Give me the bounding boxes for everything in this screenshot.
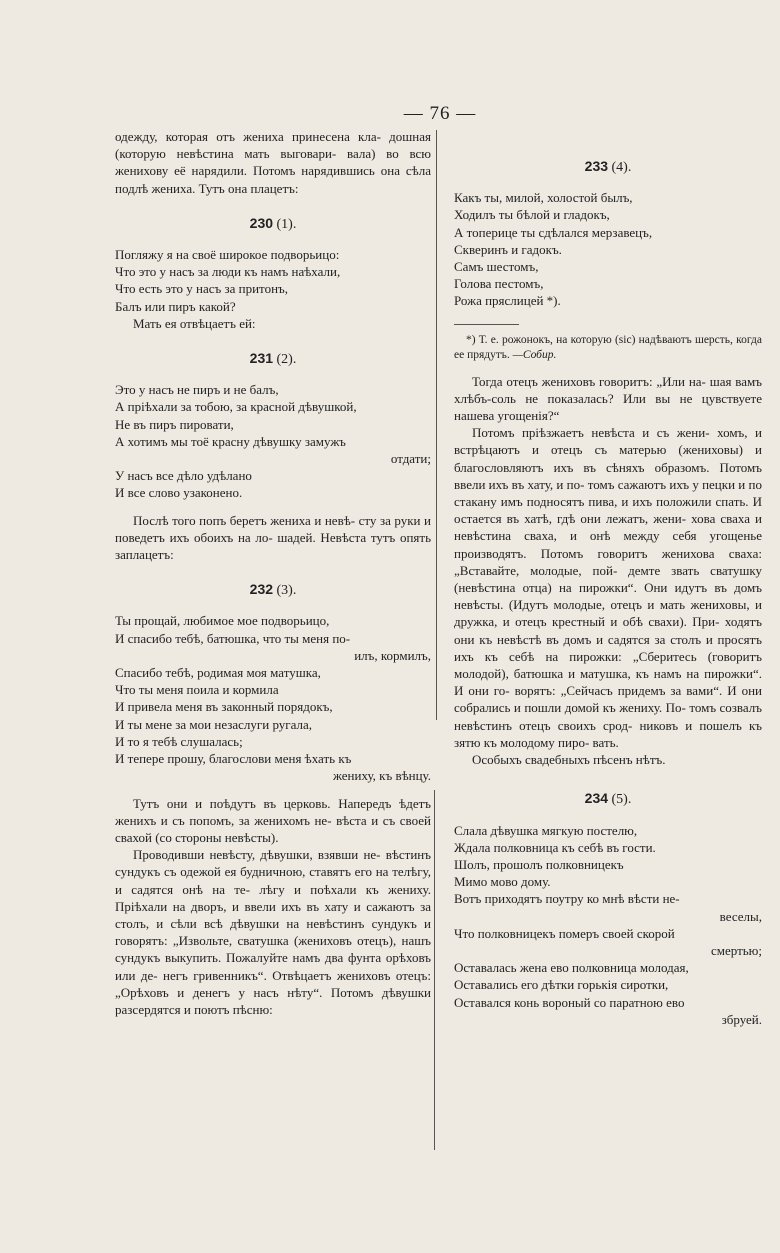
verse-line: Вотъ приходятъ поутру ко мнѣ вѣсти не- (454, 891, 680, 907)
song-subnumber: (2). (276, 352, 297, 368)
song-subnumber: (4). (611, 160, 632, 175)
column-divider (436, 130, 437, 720)
verse-line-continuation: смертью; (710, 942, 762, 958)
verse-line: И привела меня въ законный порядокъ, (115, 699, 333, 715)
song-231 (115, 381, 431, 501)
verse-line: А пріѣхали за тобою, за красной дѣвушкой, (115, 399, 357, 415)
verse-line: Голова пестомъ, (454, 276, 544, 292)
footnote-rule (454, 324, 519, 325)
verse-line-continuation: жениху, къ вѣнцу. (332, 768, 431, 784)
verse-line: Оставался конь вороный со паратною ево (454, 994, 685, 1010)
verse-line: Оставалась жена ево полковница молодая, (454, 960, 689, 976)
verse-line: Погляжу я на своё широкое подворьицо: (115, 247, 340, 263)
verse-line: Это у насъ не пиръ и не балъ, (115, 382, 279, 398)
song-subnumber: (5). (611, 792, 632, 808)
song-number: 233 (584, 158, 609, 174)
verse-line: И спасибо тебѣ, батюшка, что ты меня по- (115, 630, 351, 646)
song-number: 231 (249, 350, 274, 367)
song-number: 232 (249, 581, 274, 598)
verse-line-continuation: веселы, (719, 908, 762, 924)
verse-line: И все слово узаконено. (115, 485, 243, 501)
page-number: — 76 — (403, 103, 477, 124)
column-divider-lower (434, 790, 435, 1150)
verse-line-continuation: збруей. (721, 1011, 762, 1027)
song-number: 234 (584, 790, 609, 807)
verse-line: Спасибо тебѣ, родимая моя матушка, (115, 665, 321, 681)
song-232 (115, 612, 431, 784)
verse-line: Мимо мово дому. (454, 874, 551, 890)
narration-line: Особыхъ свадебныхъ пѣсенъ нѣтъ. (472, 752, 666, 768)
song-subnumber: (3). (276, 583, 297, 599)
narration-paragraph: Тогда отецъ жениховъ говоритъ: „Или на- шая вамъ хлѣбъ-соль не показалась? Или вы не цувствуете нашева угощенія?“ (454, 373, 762, 424)
verse-line: А хотимъ мы тоё красну дѣвушку замужъ (115, 433, 346, 449)
verse-line-continuation: отдати; (390, 451, 431, 467)
verse-line: И ты мене за мои незаслуги ругала, (115, 716, 313, 732)
narration-paragraph: Послѣ того попъ беретъ жениха и невѣ- сту за руки и поведетъ ихъ обоихъ на ло- шадей. Невѣста тутъ опять заплацетъ: (115, 512, 431, 563)
verse-line: Самъ шестомъ, (454, 259, 539, 275)
song-number: 230 (249, 214, 274, 231)
song-233 (454, 189, 762, 309)
verse-line: Ждала полковница къ себѣ въ гости. (454, 839, 656, 855)
verse-line: Балъ или пиръ какой? (115, 298, 236, 314)
song-234 (454, 822, 762, 1028)
left-column (115, 128, 431, 1018)
narration-paragraph: Потомъ пріѣзжаетъ невѣста и съ жени- хомъ, и встрѣцаютъ и отецъ съ матерью (жениховы) и благословляютъ ихъ въ сѣняхъ образомъ. Потомъ ввели ихъ въ хату, и по- томъ сажаютъ ихъ у пецки и по стакану имъ подносятъ пива, и ихъ положили спать. И остается въ хатѣ, гдѣ они лежатъ, жени- хова сваха и невѣстина сваха, и онѣ между себя угощенье производятъ. Потомъ говоритъ женихова сваха: „Вставайте, молодые, пой- демте звать сватушку (невѣстина отца) на пирожки“. Они идутъ въ домъ невѣсты. (Идутъ молодые, отецъ и мать жениховы, и дружка, и отецъ крестный и обѣ свахи). При- ходятъ они къ невѣстѣ въ домъ и садятся за столъ и просятъ ихъ къ себѣ на пирожки: „Сберитесь (говоритъ молодой), батюшка и матушка, къ намъ на пирожки“. И они го- ворятъ: „Сейчасъ придемъ за вами“. И они собрались и пошли домой къ жениху. По- томъ созвалъ невѣстинъ отецъ своихъ срод- никовъ и пошелъ къ зятю къ молодому пиро- вать. (454, 425, 762, 750)
verse-line: Что полковницекъ померъ своей скорой (454, 925, 675, 941)
footnote (454, 333, 762, 363)
song-heading-230 (115, 215, 431, 233)
song-heading-231 (115, 350, 431, 368)
verse-line: Ты прощай, любимое мое подворьицо, (115, 613, 330, 629)
verse-line: Слала дѣвушка мягкую постелю, (454, 822, 638, 838)
verse-line: Ходилъ ты бѣлой и гладокъ, (454, 207, 610, 223)
song-heading-234 (454, 790, 762, 808)
intro-paragraph: одежду, которая отъ жениха принесена кла- дошная (которую невѣстина мать выговари- вала) во всю женихову её нарядили. Потомъ нарядившись она сѣла подлѣ жениха. Тутъ она плацетъ: (115, 129, 431, 196)
song-heading-232 (115, 581, 431, 599)
verse-line: Что ты меня поила и кормила (115, 682, 279, 698)
right-column (454, 128, 762, 1028)
verse-line: Оставались его дѣтки горькія сиротки, (454, 977, 669, 993)
verse-line: У насъ все дѣло удѣлано (115, 468, 252, 484)
footnote-text: *) Т. е. рожонокъ, на которую (sic) надѣваютъ шерсть, когда ее прядутъ. (454, 333, 762, 361)
song-230 (115, 246, 431, 315)
song-subnumber: (1). (276, 216, 297, 232)
verse-line: Не въ пиръ пировати, (115, 416, 234, 432)
verse-line: Что это у насъ за люди къ намъ наѣхали, (115, 264, 341, 280)
narration-paragraph: Тутъ они и поѣдутъ въ церковь. Напередъ ѣдетъ женихъ и съ попомъ, за женихомъ не- вѣста и съ своей свахой (со стороны невѣсты). (115, 795, 431, 845)
verse-line: И то я тебѣ слушалась; (115, 733, 243, 749)
verse-line: Рожа пряслицей *). (454, 293, 561, 309)
verse-line: И тепере прошу, благослови меня ѣхать къ (115, 751, 352, 767)
footnote-source: —Собир. (512, 348, 557, 361)
narration-line: Мать ея отвѣцаетъ ей: (133, 315, 256, 331)
verse-line: А топерице ты сдѣлался мерзавецъ, (454, 224, 653, 240)
verse-line-continuation: илъ, кормилъ, (354, 647, 431, 663)
verse-line: Скверинъ и гадокъ. (454, 241, 562, 257)
verse-line: Шолъ, прошолъ полковницекъ (454, 856, 624, 872)
narration-paragraph: Проводивши невѣсту, дѣвушки, взявши не- вѣстинъ сундукъ съ одежой ея будничною, ставятъ его на телѣгу, и садятся онѣ на те- лѣгу и поѣхали къ жениху. Пріѣхали на дворъ, и ввели ихъ въ хату и сажаютъ за столъ, и сѣли всѣ дѣвушки на невѣстинъ сундукъ и говорятъ: „Извольте, сватушка (жениховъ отецъ), нашъ сундукъ выкупить. Пожалуйте намъ два фунта орѣховъ или де- негъ гривенникъ“. Отвѣцаетъ жениховъ отецъ: „Орѣховъ и денегъ у насъ нѣту“. Потомъ дѣвушки разсердятся и поютъ пѣсню: (115, 847, 431, 1017)
verse-line: Что есть это у насъ за притонъ, (115, 281, 288, 297)
song-heading-233 (454, 158, 762, 176)
verse-line: Какъ ты, милой, холостой былъ, (454, 190, 633, 206)
